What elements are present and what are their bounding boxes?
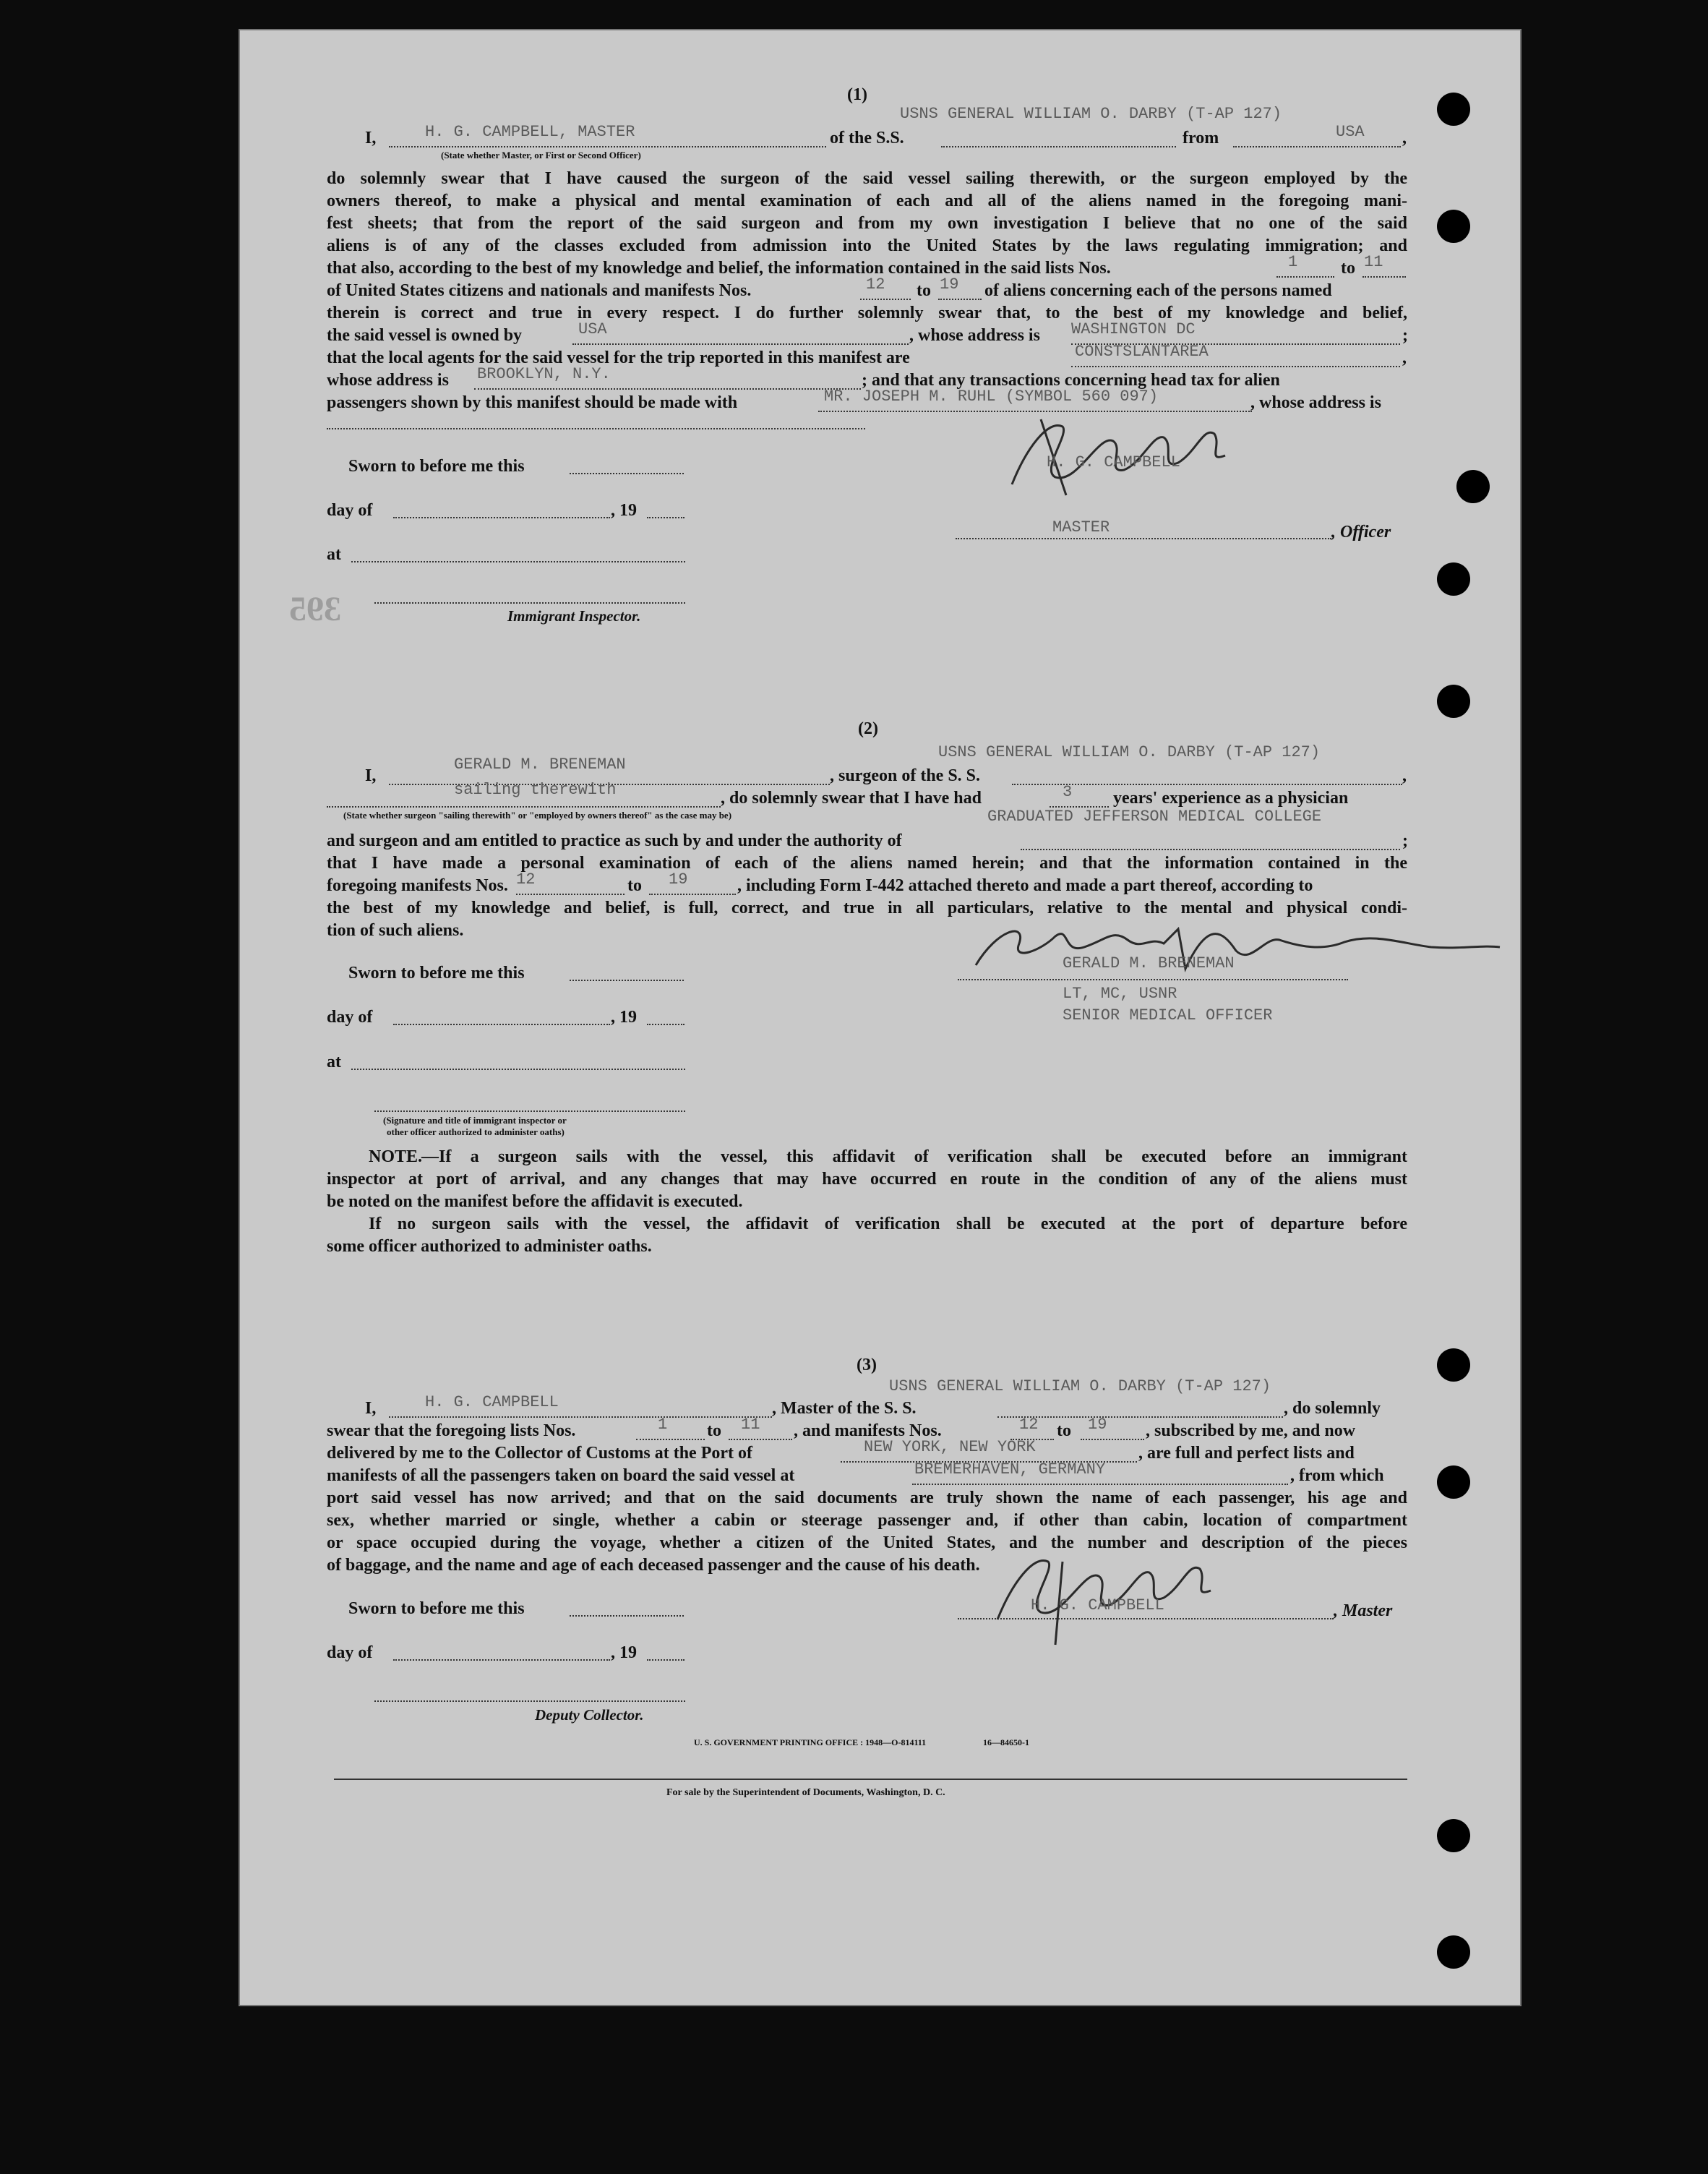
surgeon-title: SENIOR MEDICAL OFFICER [1063,1006,1273,1024]
section-1-number: (1) [847,85,867,104]
binder-hole [1456,470,1490,503]
manifests-to-1: 19 [940,275,959,294]
form-number: 16—84650-1 [983,1737,1029,1747]
agents-address: BROOKLYN, N.Y. [477,365,611,383]
sec1-line-2: owners thereof, to make a physical and mental examination of each and all of the aliens named in the foregoing mani- [327,192,1407,210]
note-line-5: some officer authorized to administer oaths. [327,1237,652,1256]
master-caption: (State whether Master, or First or Second Officer) [441,150,641,161]
sec3-line-5: port said vessel has now arrived; and that on the said documents are truly shown the name of each passenger, his age and [327,1489,1407,1507]
manifests-from-3: 12 [1019,1416,1039,1434]
owner-address: WASHINGTON DC [1071,320,1196,338]
master-signature-3 [983,1540,1258,1648]
sec1-line-3: fest sheets; that from the report of the said surgeon and from my own investigation I believe that no one of the said [327,214,1407,233]
manifests-to-3: 19 [1088,1416,1107,1434]
sec3-line-6: sex, whether married or single, whether a cabin or steerage passenger and, if other than cabin, location of compartment [327,1511,1407,1530]
master-signature-1 [997,405,1258,499]
lists-to-3: 11 [741,1416,760,1434]
embarkation-port: BREMERHAVEN, GERMANY [914,1460,1106,1478]
note-line-1: —If a surgeon sails with the vessel, this affidavit of verification shall be executed before an immigrant [421,1147,1407,1166]
authority-typed: GRADUATED JEFFERSON MEDICAL COLLEGE [987,808,1322,826]
master-name-1: H. G. CAMPBELL, MASTER [425,123,635,141]
surgeon-rank: LT, MC, USNR [1063,985,1177,1003]
immigrant-inspector-label: Immigrant Inspector. [507,607,641,625]
section-2-number: (2) [858,719,878,738]
note-line-3: be noted on the manifest before the affidavit is executed. [327,1192,743,1211]
of-ss-1: of the S.S. [830,129,904,147]
arrival-port: NEW YORK, NEW YORK [864,1438,1036,1456]
gpo-imprint: U. S. GOVERNMENT PRINTING OFFICE : 1948—O-814111 [694,1737,927,1747]
master-typed-name-1: H. G. CAMPBELL [1047,453,1180,471]
vessel-name-2: USNS GENERAL WILLIAM O. DARBY (T-AP 127) [938,743,1321,761]
sec1-line-7: therein is correct and true in every respect. I do further solemnly swear that, to the best of my knowledge and belief, [327,304,1407,322]
local-agents: CONSTSLANTAREA [1075,343,1209,361]
sec1-line-5a: that also, according to the best of my knowledge and belief, the information contained in the said lists Nos. [327,259,1111,278]
years-experience: 3 [1063,783,1073,801]
margin-stamp: 395 [289,590,341,628]
sec2-line-4: that I have made a personal examination of each of the aliens named herein; and that the information contained in the [327,854,1407,873]
vessel-name-1: USNS GENERAL WILLIAM O. DARBY (T-AP 127) [900,105,1282,123]
surgeon-caption: (State whether surgeon "sailing therewith" or "employed by owners thereof" as the case may be) [343,810,732,821]
officer-label: , Officer [1331,523,1391,542]
binder-hole [1437,93,1470,126]
from-port-1: USA [1336,123,1365,141]
binder-hole [1437,1465,1470,1499]
sec2-line-6: the best of my knowledge and belief, is full, correct, and true in all particulars, relative to the mental and physical condi- [327,899,1407,917]
head-tax-contact: MR. JOSEPH M. RUHL (SYMBOL 560 097) [824,388,1159,406]
surgeon-name: GERALD M. BRENEMAN [454,756,626,774]
note-line-4: If no surgeon sails with the vessel, the affidavit of verification shall be executed at the port of departure before [369,1215,1407,1233]
lists-to-1: 11 [1364,253,1383,271]
sec3-line-8: of baggage, and the name and age of each deceased passenger and the cause of his death. [327,1556,980,1575]
deputy-collector-label: Deputy Collector. [535,1706,644,1724]
binder-hole [1437,685,1470,718]
master-rank: MASTER [1052,518,1110,536]
sec3-line-7: or space occupied during the voyage, whether a citizen of the United States, and the number and description of the pieces [327,1533,1407,1552]
note-line-2: inspector at port of arrival, and any changes that may have occurred en route in the condition of any of the aliens must [327,1170,1407,1189]
sec1-line-1: do solemnly swear that I have caused the surgeon of the said vessel sailing therewith, or the surgeon employed by the [327,169,1407,188]
lists-from-1: 1 [1288,253,1298,271]
manifests-to-2: 19 [669,870,688,889]
master-typed-name-3: H. G. CAMPBELL [1031,1596,1164,1614]
vessel-name-3: USNS GENERAL WILLIAM O. DARBY (T-AP 127) [889,1377,1271,1395]
sec1-line-4: aliens is of any of the classes excluded from admission into the United States by the laws regulating immigration; and [327,236,1407,255]
sale-notice: For sale by the Superintendent of Documents, Washington, D. C. [666,1787,945,1798]
note-label: NOTE. [369,1147,423,1166]
section-3-number: (3) [857,1356,877,1374]
binder-hole [1437,562,1470,596]
owner: USA [578,320,607,338]
surgeon-signature [969,907,1503,980]
surgeon-typed-name: GERALD M. BRENEMAN [1063,954,1235,972]
manifests-from-1: 12 [866,275,885,294]
sec1-line-6a: of United States citizens and nationals and manifests Nos. [327,281,752,300]
footer-rule [334,1779,1407,1780]
from-label-1: from [1183,129,1219,147]
master-label: , Master [1334,1601,1393,1620]
master-name-3: H. G. CAMPBELL [425,1393,559,1411]
binder-hole [1437,1935,1470,1969]
binder-hole [1437,210,1470,243]
sailing-status: sailing therewith [454,781,617,799]
manifests-from-2: 12 [516,870,536,889]
i-1: I, [365,129,377,147]
binder-hole [1437,1348,1470,1382]
binder-hole [1437,1819,1470,1852]
lists-from-3: 1 [658,1416,668,1434]
